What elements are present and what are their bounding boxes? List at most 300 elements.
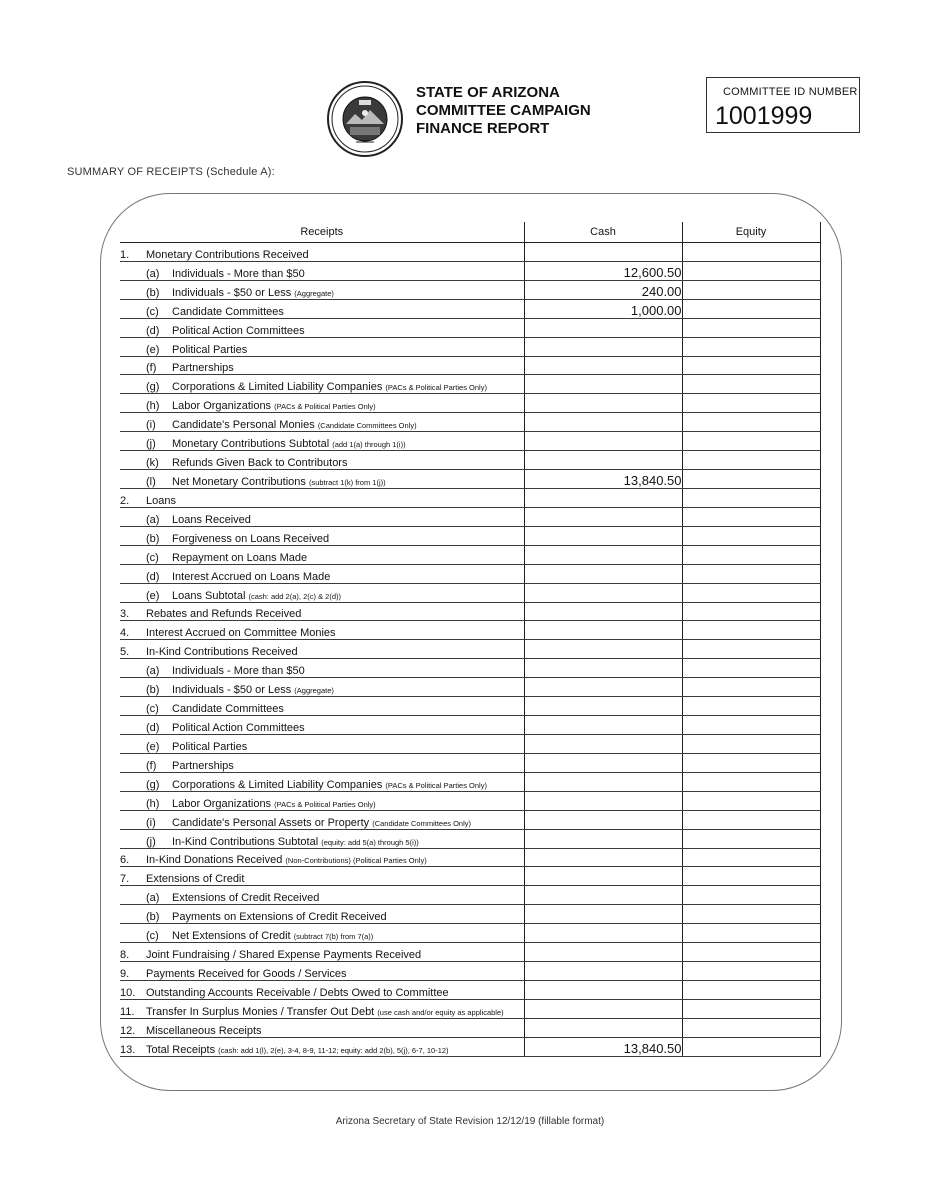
table-row [120,886,820,905]
line-label: Total Receipts [146,1043,216,1056]
equity-field[interactable] [682,602,820,621]
table-row [120,829,820,848]
summary-of-receipts-label: SUMMARY OF RECEIPTS (Schedule A): [67,166,275,178]
line-description [146,659,524,678]
line-description [146,1018,524,1037]
line-label: In-Kind Contributions Received [146,646,298,659]
line-label: Monetary Contributions Subtotal [172,438,330,451]
line-description [146,280,524,299]
equity-field[interactable] [682,810,820,829]
sub-letter: (e) [146,343,160,356]
equity-field[interactable] [682,583,820,602]
cash-field[interactable] [524,659,682,678]
table-row [120,413,820,432]
line-note: (Non-Contributions) (Political Parties Only) [285,856,427,866]
line-number [120,470,146,489]
cash-field[interactable] [524,564,682,583]
line-description [146,848,524,867]
line-number [120,924,146,943]
sub-letter: (i) [146,816,156,829]
line-label: Net Extensions of Credit [172,930,291,943]
table-row [120,602,820,621]
line-description [146,394,524,413]
table-row [120,318,820,337]
line-number: 3. [120,602,146,621]
line-label: Miscellaneous Receipts [146,1024,262,1037]
cash-field[interactable] [524,716,682,735]
line-number [120,526,146,545]
receipts-table-body [120,243,820,1057]
line-label: Corporations & Limited Liability Companies [172,778,383,791]
line-note: (subtract 1(k) from 1(j)) [308,477,386,487]
line-label: Individuals - More than $50 [172,267,305,280]
table-row [120,659,820,678]
table-row [120,299,820,318]
line-number: 12. [120,1018,146,1037]
table-row [120,999,820,1018]
equity-field[interactable] [682,962,820,981]
column-header-cash: Cash [524,222,682,243]
line-label: Loans Received [172,513,251,526]
line-description [146,791,524,810]
table-row [120,432,820,451]
cash-field[interactable] [524,678,682,697]
equity-field[interactable] [682,375,820,394]
equity-field[interactable] [682,716,820,735]
line-note: (equity: add 5(a) through 5(i)) [321,837,419,847]
cash-field[interactable] [524,640,682,659]
line-description [146,980,524,999]
line-number [120,261,146,280]
cash-field[interactable] [524,318,682,337]
table-row [120,261,820,280]
cash-field[interactable] [524,924,682,943]
line-number [120,772,146,791]
line-description [146,602,524,621]
cash-field[interactable] [524,356,682,375]
line-description [146,829,524,848]
cash-field[interactable] [524,980,682,999]
equity-field[interactable] [682,545,820,564]
table-row [120,1037,820,1056]
line-number [120,905,146,924]
line-label: Refunds Given Back to Contributors [172,457,348,470]
equity-field[interactable] [682,432,820,451]
line-number: 2. [120,488,146,507]
equity-field[interactable] [682,488,820,507]
sub-letter: (d) [146,570,160,583]
table-row [120,545,820,564]
line-description [146,413,524,432]
title-line-report: FINANCE REPORT [416,120,550,137]
equity-field[interactable] [682,640,820,659]
line-description [146,432,524,451]
line-number [120,451,146,470]
cash-field[interactable] [524,526,682,545]
line-note: (PACs & Political Parties Only) [385,383,487,393]
line-description [146,734,524,753]
table-row [120,716,820,735]
sub-letter: (a) [146,513,160,526]
line-description [146,243,524,262]
table-row [120,810,820,829]
line-description [146,545,524,564]
arizona-state-seal-icon [326,80,404,158]
line-description [146,772,524,791]
committee-id-value[interactable]: 1001999 [715,102,813,130]
table-row [120,640,820,659]
line-number [120,545,146,564]
cash-field[interactable]: 1,000.00 [524,299,682,318]
line-description [146,261,524,280]
equity-field[interactable] [682,772,820,791]
sub-letter: (c) [146,703,159,716]
sub-letter: (h) [146,400,160,413]
line-label: Candidate Committees [172,305,284,318]
line-description [146,640,524,659]
line-label: Partnerships [172,759,234,772]
equity-field[interactable] [682,507,820,526]
equity-field[interactable] [682,943,820,962]
table-row [120,470,820,489]
line-label: Individuals - More than $50 [172,665,305,678]
equity-field[interactable] [682,318,820,337]
cash-field[interactable]: 12,600.50 [524,261,682,280]
cash-field[interactable] [524,772,682,791]
line-label: Payments Received for Goods / Services [146,967,347,980]
table-row [120,621,820,640]
line-description [146,905,524,924]
line-description [146,318,524,337]
table-row [120,375,820,394]
line-label: In-Kind Contributions Subtotal [172,835,319,848]
cash-field[interactable] [524,621,682,640]
cash-field[interactable] [524,375,682,394]
cash-field[interactable] [524,337,682,356]
sub-letter: (a) [146,665,160,678]
line-description [146,470,524,489]
line-note: (Aggregate) [294,686,334,696]
line-description [146,299,524,318]
table-row [120,697,820,716]
sub-letter: (c) [146,305,159,318]
table-row [120,867,820,886]
equity-field[interactable] [682,451,820,470]
cash-field[interactable] [524,791,682,810]
equity-field[interactable] [682,791,820,810]
line-description [146,678,524,697]
cash-field[interactable] [524,886,682,905]
line-number [120,356,146,375]
cash-field[interactable] [524,394,682,413]
table-row [120,526,820,545]
cash-field[interactable] [524,810,682,829]
equity-field[interactable] [682,299,820,318]
equity-field[interactable] [682,999,820,1018]
line-number: 4. [120,621,146,640]
table-row [120,980,820,999]
equity-field[interactable] [682,829,820,848]
equity-field[interactable] [682,678,820,697]
sub-letter: (j) [146,835,156,848]
cash-field[interactable] [524,432,682,451]
line-label: Corporations & Limited Liability Companies [172,381,383,394]
sub-letter: (e) [146,740,160,753]
cash-field[interactable]: 13,840.50 [524,1037,682,1056]
sub-letter: (f) [146,362,157,375]
line-number [120,583,146,602]
line-description [146,507,524,526]
cash-field[interactable] [524,413,682,432]
line-number [120,375,146,394]
line-note: (add 1(a) through 1(i)) [332,440,406,450]
line-note: (Candidate Committees Only) [372,818,472,828]
line-label: Payments on Extensions of Credit Received [172,911,387,924]
table-row [120,753,820,772]
cash-field[interactable]: 240.00 [524,280,682,299]
cash-field[interactable] [524,697,682,716]
table-row [120,243,820,262]
table-row [120,678,820,697]
cash-field[interactable] [524,451,682,470]
table-row [120,962,820,981]
line-number [120,318,146,337]
line-note: (cash: add 1(l), 2(e), 3-4, 8-9, 11-12; equity: add 2(b), 5(j), 6-7, 10-12) [218,1045,449,1055]
line-number [120,791,146,810]
cash-field[interactable] [524,753,682,772]
table-row [120,507,820,526]
line-label: Rebates and Refunds Received [146,608,302,621]
table-row [120,564,820,583]
line-label: Net Monetary Contributions [172,475,306,488]
line-description [146,962,524,981]
sub-letter: (g) [146,381,160,394]
sub-letter: (h) [146,797,160,810]
line-number [120,280,146,299]
line-label: Joint Fundraising / Shared Expense Payments Received [146,949,422,962]
line-description [146,753,524,772]
sub-letter: (b) [146,532,160,545]
line-label: Loans Subtotal [172,589,246,602]
line-number [120,413,146,432]
equity-field[interactable] [682,280,820,299]
line-note: (PACs & Political Parties Only) [274,799,376,809]
line-label: Repayment on Loans Made [172,551,308,564]
line-number [120,659,146,678]
table-row [120,451,820,470]
equity-field[interactable] [682,526,820,545]
equity-field[interactable] [682,337,820,356]
line-description [146,867,524,886]
committee-id-box [706,77,860,133]
line-label: Individuals - $50 or Less [172,286,292,299]
equity-field[interactable] [682,413,820,432]
sub-letter: (c) [146,551,159,564]
line-number: 6. [120,848,146,867]
line-description [146,999,524,1018]
line-number [120,829,146,848]
equity-field[interactable] [682,848,820,867]
sub-letter: (d) [146,721,160,734]
equity-field[interactable] [682,564,820,583]
cash-field[interactable] [524,848,682,867]
table-row [120,488,820,507]
cash-field[interactable] [524,905,682,924]
line-description [146,356,524,375]
sub-letter: (i) [146,419,156,432]
table-row [120,356,820,375]
line-number [120,886,146,905]
line-description [146,886,524,905]
cash-field[interactable] [524,545,682,564]
column-header-receipts: Receipts [120,222,524,243]
line-label: Political Parties [172,740,248,753]
table-row [120,943,820,962]
cash-field[interactable] [524,962,682,981]
line-number [120,394,146,413]
sub-letter: (l) [146,475,156,488]
cash-field[interactable] [524,507,682,526]
equity-field[interactable] [682,753,820,772]
cash-field[interactable]: 13,840.50 [524,470,682,489]
line-number [120,734,146,753]
cash-field[interactable] [524,999,682,1018]
line-description [146,337,524,356]
equity-field[interactable] [682,243,820,262]
cash-field[interactable] [524,488,682,507]
line-label: Labor Organizations [172,797,272,810]
sub-letter: (d) [146,324,160,337]
line-number [120,753,146,772]
equity-field[interactable] [682,1018,820,1037]
equity-field[interactable] [682,980,820,999]
line-description [146,375,524,394]
line-label: Political Action Committees [172,324,305,337]
line-label: Individuals - $50 or Less [172,684,292,697]
sub-letter: (b) [146,684,160,697]
line-description [146,451,524,470]
line-label: Monetary Contributions Received [146,248,309,261]
cash-field[interactable] [524,243,682,262]
line-description [146,488,524,507]
line-label: In-Kind Donations Received [146,854,283,867]
cash-field[interactable] [524,829,682,848]
equity-field[interactable] [682,734,820,753]
report-title [416,84,591,138]
line-label: Forgiveness on Loans Received [172,532,330,545]
line-description [146,526,524,545]
sub-letter: (e) [146,589,160,602]
sub-letter: (k) [146,457,159,470]
equity-field[interactable] [682,886,820,905]
line-description [146,924,524,943]
line-label: Outstanding Accounts Receivable / Debts Owed to Committee [146,986,449,999]
line-number [120,678,146,697]
line-number [120,564,146,583]
line-number: 1. [120,243,146,262]
line-label: Interest Accrued on Loans Made [172,570,331,583]
equity-field[interactable] [682,659,820,678]
cash-field[interactable] [524,1018,682,1037]
table-row [120,280,820,299]
table-row [120,394,820,413]
line-description [146,564,524,583]
line-number: 5. [120,640,146,659]
line-number [120,716,146,735]
line-label: Extensions of Credit [146,873,245,886]
line-number: 11. [120,999,146,1018]
sub-letter: (a) [146,267,160,280]
line-description [146,697,524,716]
equity-field[interactable] [682,924,820,943]
line-note: (subtract 7(b) from 7(a)) [293,932,374,942]
cash-field[interactable] [524,734,682,753]
cash-field[interactable] [524,867,682,886]
line-description [146,810,524,829]
line-description [146,716,524,735]
table-row [120,772,820,791]
line-number [120,299,146,318]
line-note: (PACs & Political Parties Only) [274,402,376,412]
title-line-state: STATE OF ARIZONA [416,84,560,101]
line-label: Political Action Committees [172,721,305,734]
line-description [146,1037,524,1056]
sub-letter: (j) [146,438,156,451]
equity-field[interactable] [682,1037,820,1056]
line-number: 7. [120,867,146,886]
line-note: (cash: add 2(a), 2(c) & 2(d)) [248,591,341,601]
equity-field[interactable] [682,867,820,886]
line-description [146,943,524,962]
cash-field[interactable] [524,583,682,602]
line-number [120,697,146,716]
line-note: (use cash and/or equity as applicable) [377,1007,504,1017]
equity-field[interactable] [682,356,820,375]
line-label: Candidate Committees [172,703,284,716]
sub-letter: (g) [146,778,160,791]
line-number [120,432,146,451]
table-row [120,905,820,924]
cash-field[interactable] [524,602,682,621]
column-header-equity: Equity [682,222,820,243]
line-label: Labor Organizations [172,400,272,413]
equity-field[interactable] [682,470,820,489]
line-label: Loans [146,494,176,507]
table-row [120,1018,820,1037]
table-header-row [120,222,820,243]
equity-field[interactable] [682,621,820,640]
table-row [120,924,820,943]
line-description [146,621,524,640]
line-label: Candidate's Personal Monies [172,419,315,432]
equity-field[interactable] [682,697,820,716]
line-label: Political Parties [172,343,248,356]
table-row [120,583,820,602]
line-number [120,810,146,829]
cash-field[interactable] [524,943,682,962]
equity-field[interactable] [682,394,820,413]
committee-id-label: COMMITTEE ID NUMBER [723,86,858,98]
sub-letter: (a) [146,892,160,905]
receipts-table [120,222,821,1057]
sub-letter: (b) [146,911,160,924]
line-description [146,583,524,602]
line-label: Candidate's Personal Assets or Property [172,816,370,829]
line-label: Transfer In Surplus Monies / Transfer Out Debt [146,1005,375,1018]
equity-field[interactable] [682,905,820,924]
equity-field[interactable] [682,261,820,280]
line-number: 8. [120,943,146,962]
